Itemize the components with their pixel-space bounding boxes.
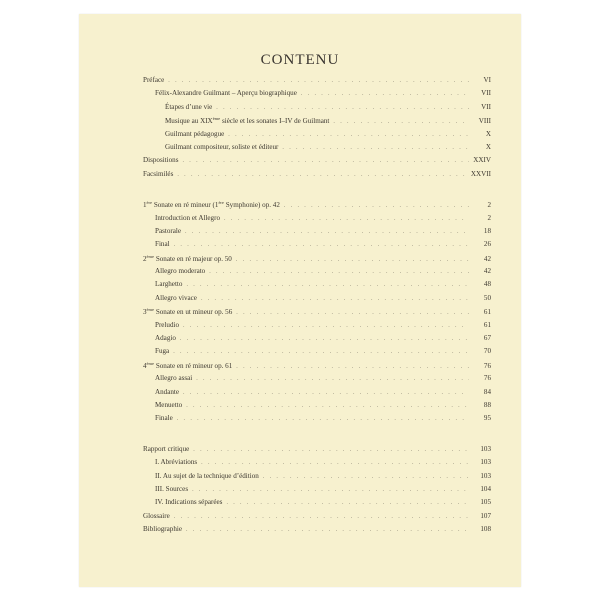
page-number: X — [485, 129, 491, 138]
page-number: 26 — [483, 240, 491, 249]
title-text: Guilmant pédagogue — [165, 129, 225, 138]
leader-dots — [224, 216, 469, 222]
page-number: 76 — [483, 361, 491, 370]
page-number: 42 — [483, 267, 491, 276]
table-of-contents — [143, 76, 491, 556]
superscript: ème — [146, 253, 155, 259]
toc-entry-title — [165, 143, 278, 151]
toc-entry-title — [155, 240, 170, 248]
page-number: XXVII — [470, 169, 491, 178]
title-text: Sonate en ré mineur (1 — [152, 201, 219, 210]
toc-entry-title — [155, 414, 173, 422]
page-number: 42 — [483, 254, 491, 263]
page-number: 103 — [480, 458, 491, 467]
leader-dots — [174, 242, 469, 248]
leader-dots — [196, 376, 469, 382]
page-number: 105 — [480, 498, 491, 507]
toc-entry-title — [155, 458, 197, 466]
toc-entry — [143, 156, 491, 169]
leader-dots — [186, 527, 469, 533]
page-number: 107 — [480, 511, 491, 520]
toc-entry — [143, 347, 491, 360]
toc-entry-title — [155, 347, 169, 355]
toc-entry — [143, 280, 491, 293]
toc-entry — [143, 103, 491, 116]
page-title: CONTENU — [260, 52, 340, 68]
title-text: Sonate en ré majeur op. 50 — [154, 254, 232, 263]
leader-dots — [193, 447, 469, 453]
title-text: Allegro moderato — [155, 267, 206, 276]
page-number: 61 — [483, 320, 491, 329]
toc-group — [143, 445, 491, 539]
page-number: 61 — [483, 308, 491, 317]
page-number: 103 — [480, 471, 491, 480]
toc-entry-title — [155, 227, 181, 235]
toc-entry-title — [155, 388, 179, 396]
toc-entry-title — [155, 472, 259, 480]
toc-entry-title — [143, 76, 164, 84]
page-number: 70 — [483, 347, 491, 356]
title-text: Finale — [155, 414, 173, 423]
title-text: Allegro vivace — [155, 293, 197, 302]
leader-dots — [333, 119, 469, 125]
leader-dots — [201, 296, 469, 302]
title-text: 4 — [143, 361, 147, 370]
toc-entry-title — [155, 401, 182, 409]
title-text: Musique au XIX — [165, 117, 213, 126]
title-text: Fuga — [155, 347, 170, 356]
page-number: 76 — [483, 374, 491, 383]
leader-dots — [168, 78, 469, 84]
toc-entry-title — [143, 170, 173, 178]
toc-entry-title — [155, 214, 220, 222]
page-number: VIII — [478, 117, 491, 126]
leader-dots — [236, 364, 469, 370]
toc-entry-title — [155, 294, 197, 302]
title-text: I. Abréviations — [155, 458, 198, 467]
toc-entry — [143, 307, 491, 320]
page-number: VII — [481, 89, 491, 98]
title-text: Guilmant compositeur, soliste et éditeur — [165, 142, 279, 151]
title-text: 3 — [143, 308, 147, 317]
leader-dots — [186, 403, 469, 409]
leader-dots — [185, 229, 469, 235]
toc-group — [143, 200, 491, 428]
page-number: X — [485, 142, 491, 151]
toc-entry — [143, 200, 491, 213]
title-text: II. Au sujet de la technique d’édition — [155, 471, 259, 480]
superscript: ème — [212, 116, 221, 122]
toc-entry-title — [165, 130, 224, 138]
toc-entry — [143, 401, 491, 414]
title-text: Étapes d’une vie — [165, 102, 213, 111]
page-number: 88 — [483, 400, 491, 409]
leader-dots — [236, 310, 469, 316]
page-number: 104 — [480, 484, 491, 493]
title-text: Menuetto — [155, 400, 183, 409]
toc-entry — [143, 361, 491, 374]
toc-entry-title — [143, 307, 232, 316]
toc-entry — [143, 130, 491, 143]
page-number: 84 — [483, 387, 491, 396]
toc-entry — [143, 472, 491, 485]
title-text: Sonate en ut mineur op. 56 — [154, 308, 233, 317]
toc-entry — [143, 498, 491, 511]
leader-dots — [192, 487, 469, 493]
leader-dots — [201, 460, 469, 466]
toc-entry — [143, 388, 491, 401]
leader-dots — [183, 323, 469, 329]
toc-entry — [143, 227, 491, 240]
page-number: 103 — [480, 444, 491, 453]
leader-dots — [173, 349, 469, 355]
title-text: IV. Indications séparées — [155, 498, 223, 507]
toc-entry-title — [155, 498, 222, 506]
toc-entry-title — [143, 254, 232, 263]
toc-entry-title — [155, 280, 182, 288]
toc-entry — [143, 116, 491, 129]
title-text: Facsimilés — [143, 169, 174, 178]
toc-entry-title — [143, 445, 189, 453]
toc-entry-title — [143, 361, 232, 370]
leader-dots — [226, 500, 469, 506]
toc-entry — [143, 143, 491, 156]
page-number: 50 — [483, 293, 491, 302]
toc-entry-title — [143, 525, 182, 533]
toc-entry-title — [143, 512, 170, 520]
toc-entry — [143, 512, 491, 525]
superscript: ème — [146, 307, 155, 313]
toc-entry — [143, 374, 491, 387]
leader-dots — [186, 282, 469, 288]
title-text: Félix-Alexandre Guilmant – Aperçu biographique — [155, 89, 297, 98]
title-text: Dispositions — [143, 156, 179, 165]
toc-entry — [143, 414, 491, 427]
title-text: Introduction et Allegro — [155, 213, 221, 222]
title-text: Glossaire — [143, 511, 170, 520]
toc-group — [143, 76, 491, 183]
toc-entry — [143, 445, 491, 458]
toc-entry — [143, 458, 491, 471]
toc-entry-title — [155, 485, 188, 493]
leader-dots — [182, 158, 469, 164]
leader-dots — [284, 203, 469, 209]
leader-dots — [183, 390, 469, 396]
toc-entry-title — [155, 89, 297, 97]
leader-dots — [180, 336, 469, 342]
toc-entry — [143, 76, 491, 89]
leader-dots — [228, 132, 469, 138]
toc-entry-title — [143, 156, 178, 164]
toc-entry-title — [155, 374, 192, 382]
leader-dots — [177, 416, 469, 422]
toc-entry — [143, 89, 491, 102]
title-text: Final — [155, 240, 170, 249]
page-number: 48 — [483, 280, 491, 289]
leader-dots — [216, 105, 469, 111]
page-number: 67 — [483, 334, 491, 343]
leader-dots — [263, 474, 469, 480]
toc-entry — [143, 254, 491, 267]
leader-dots — [236, 257, 469, 263]
toc-entry — [143, 214, 491, 227]
leader-dots — [282, 145, 469, 151]
toc-entry-title — [143, 200, 280, 209]
document-page — [79, 14, 521, 587]
title-text: Preludio — [155, 320, 180, 329]
page-number: VII — [481, 102, 491, 111]
toc-entry — [143, 485, 491, 498]
toc-entry-title — [155, 321, 179, 329]
toc-entry — [143, 321, 491, 334]
page-number: XXIV — [473, 156, 491, 165]
toc-entry — [143, 525, 491, 538]
toc-entry — [143, 170, 491, 183]
title-text: Bibliographie — [143, 525, 183, 534]
title-text: 1 — [143, 201, 147, 210]
title-text: III. Sources — [155, 484, 189, 493]
title-text: Symphonie) op. 42 — [223, 201, 280, 210]
page-number: 2 — [487, 213, 491, 222]
title-text: Préface — [143, 76, 165, 84]
title-text: 2 — [143, 254, 147, 263]
title-text: Adagio — [155, 334, 176, 343]
page-number: 95 — [483, 414, 491, 423]
leader-dots — [177, 172, 467, 178]
page-number: 18 — [483, 226, 491, 235]
title-text: Sonate en ré mineur op. 61 — [154, 361, 233, 370]
toc-entry — [143, 240, 491, 253]
leader-dots — [301, 91, 469, 97]
title-text: Larghetto — [155, 280, 183, 289]
title-text: Rapport critique — [143, 444, 190, 453]
leader-dots — [174, 514, 469, 520]
toc-entry — [143, 294, 491, 307]
superscript: ème — [146, 360, 155, 366]
title-text: Pastorale — [155, 226, 182, 235]
toc-entry — [143, 334, 491, 347]
toc-entry-title — [165, 116, 329, 125]
title-text: Andante — [155, 387, 180, 396]
toc-entry-title — [165, 103, 212, 111]
superscript: ère — [146, 200, 153, 206]
toc-entry — [143, 267, 491, 280]
toc-entry-title — [155, 267, 205, 275]
page-number: 2 — [487, 201, 491, 210]
page-number: VI — [483, 76, 491, 84]
toc-entry-title — [155, 334, 176, 342]
page-number: 108 — [480, 525, 491, 534]
title-text: Allegro assai — [155, 374, 193, 383]
superscript: ère — [218, 200, 224, 206]
title-text: siècle et les sonates I–IV de Guilmant — [220, 117, 330, 126]
leader-dots — [209, 269, 469, 275]
